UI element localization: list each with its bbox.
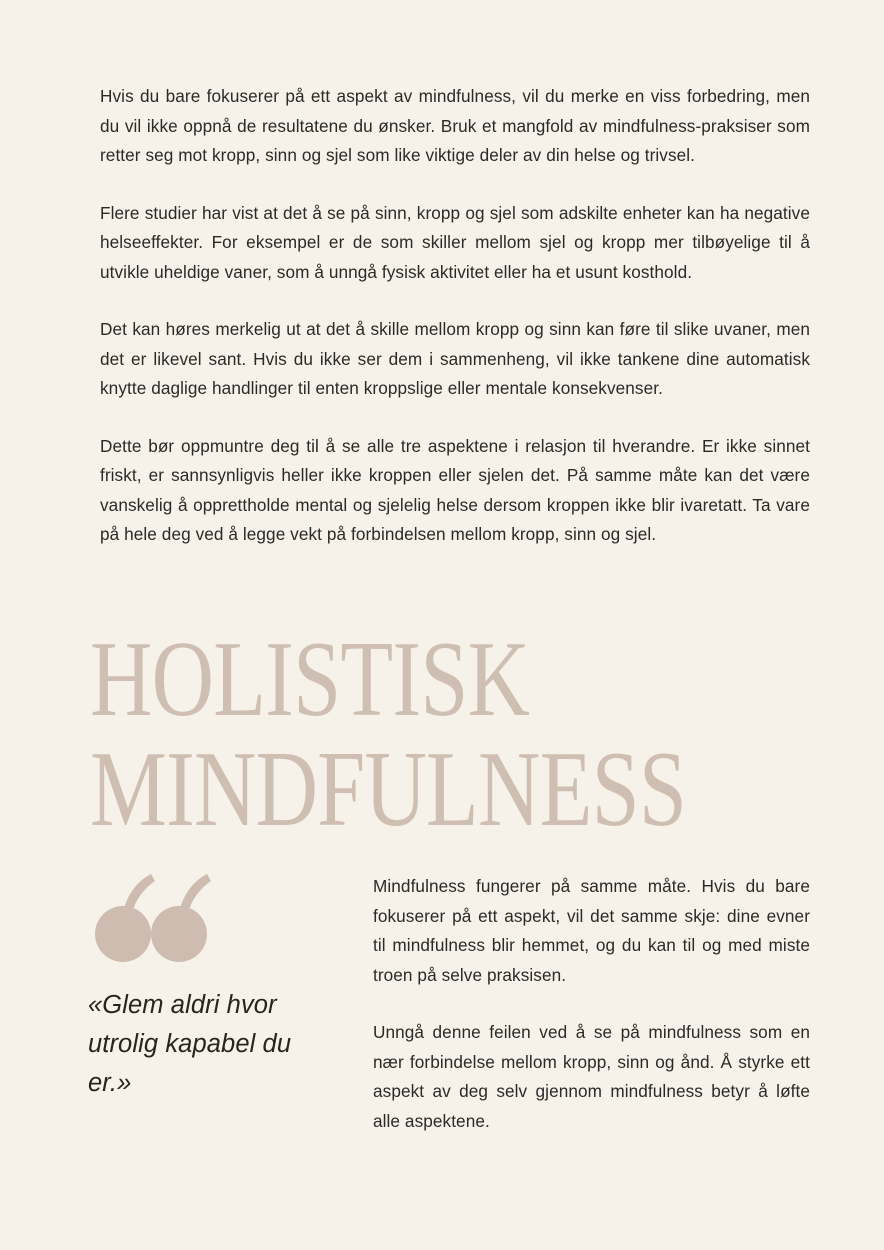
- side-paragraph: Mindfulness fungerer på samme måte. Hvis du bare fokuserer på ett aspekt, vil det samme skje: dine evner til mindfulness blir hemmet, og du kan til og med miste troen på selve praksisen.: [373, 876, 810, 985]
- side-paragraph: Unngå denne feilen ved å se på mindfulness som en nær forbindelse mellom kropp, sinn og ånd. Å styrke ett aspekt av deg selv gjennom mindfulness betyr å løfte alle aspektene.: [373, 1022, 810, 1131]
- side-column: [373, 872, 810, 1136]
- headline-line-2: MINDFULNESS: [90, 730, 687, 849]
- quote-block: [88, 872, 338, 1103]
- page-title: [90, 620, 850, 849]
- quote-text: «Glem aldri hvor utrolig kapabel du er.»: [88, 991, 292, 1097]
- article-paragraph: Hvis du bare fokuserer på ett aspekt av mindfulness, vil du merke en viss forbedring, men du vil ikke oppnå de resultatene du ønsker. Bruk et mangfold av mindfulness-praksiser som retter seg mot kropp, sinn og sjel som like viktige deler av din helse og trivsel.: [100, 86, 810, 165]
- quotation-mark-icon: [92, 872, 212, 964]
- article-paragraph: Flere studier har vist at det å se på sinn, kropp og sjel som adskilte enheter kan ha negative helseeffekter. For eksempel er de som skiller mellom sjel og kropp mer tilbøyelige til å utvikle uheldige vaner, som å unngå fysisk aktivitet eller ha et usunt kosthold.: [100, 202, 810, 282]
- article-paragraph: Det kan høres merkelig ut at det å skille mellom kropp og sinn kan føre til slike uvaner, men det er likevel sant. Hvis du ikke ser dem i sammenheng, vil ikke tankene dine automatisk knytte daglige handlinger til enten kroppslige eller mentale konsekvenser.: [100, 319, 810, 398]
- article-body: [100, 82, 810, 550]
- headline-line-1: HOLISTISK: [90, 620, 530, 739]
- article-paragraph: Dette bør oppmuntre deg til å se alle tre aspektene i relasjon til hverandre. Er ikke sinnet friskt, er sannsynligvis heller ikke kroppen eller sjelen det. På samme måte kan det være vanskelig å opprettholde mental og sjelelig helse dersom kroppen ikke blir ivaretatt. Ta vare på hele deg ved å legge vekt på forbindelsen mellom kropp, sinn og sjel.: [100, 435, 810, 544]
